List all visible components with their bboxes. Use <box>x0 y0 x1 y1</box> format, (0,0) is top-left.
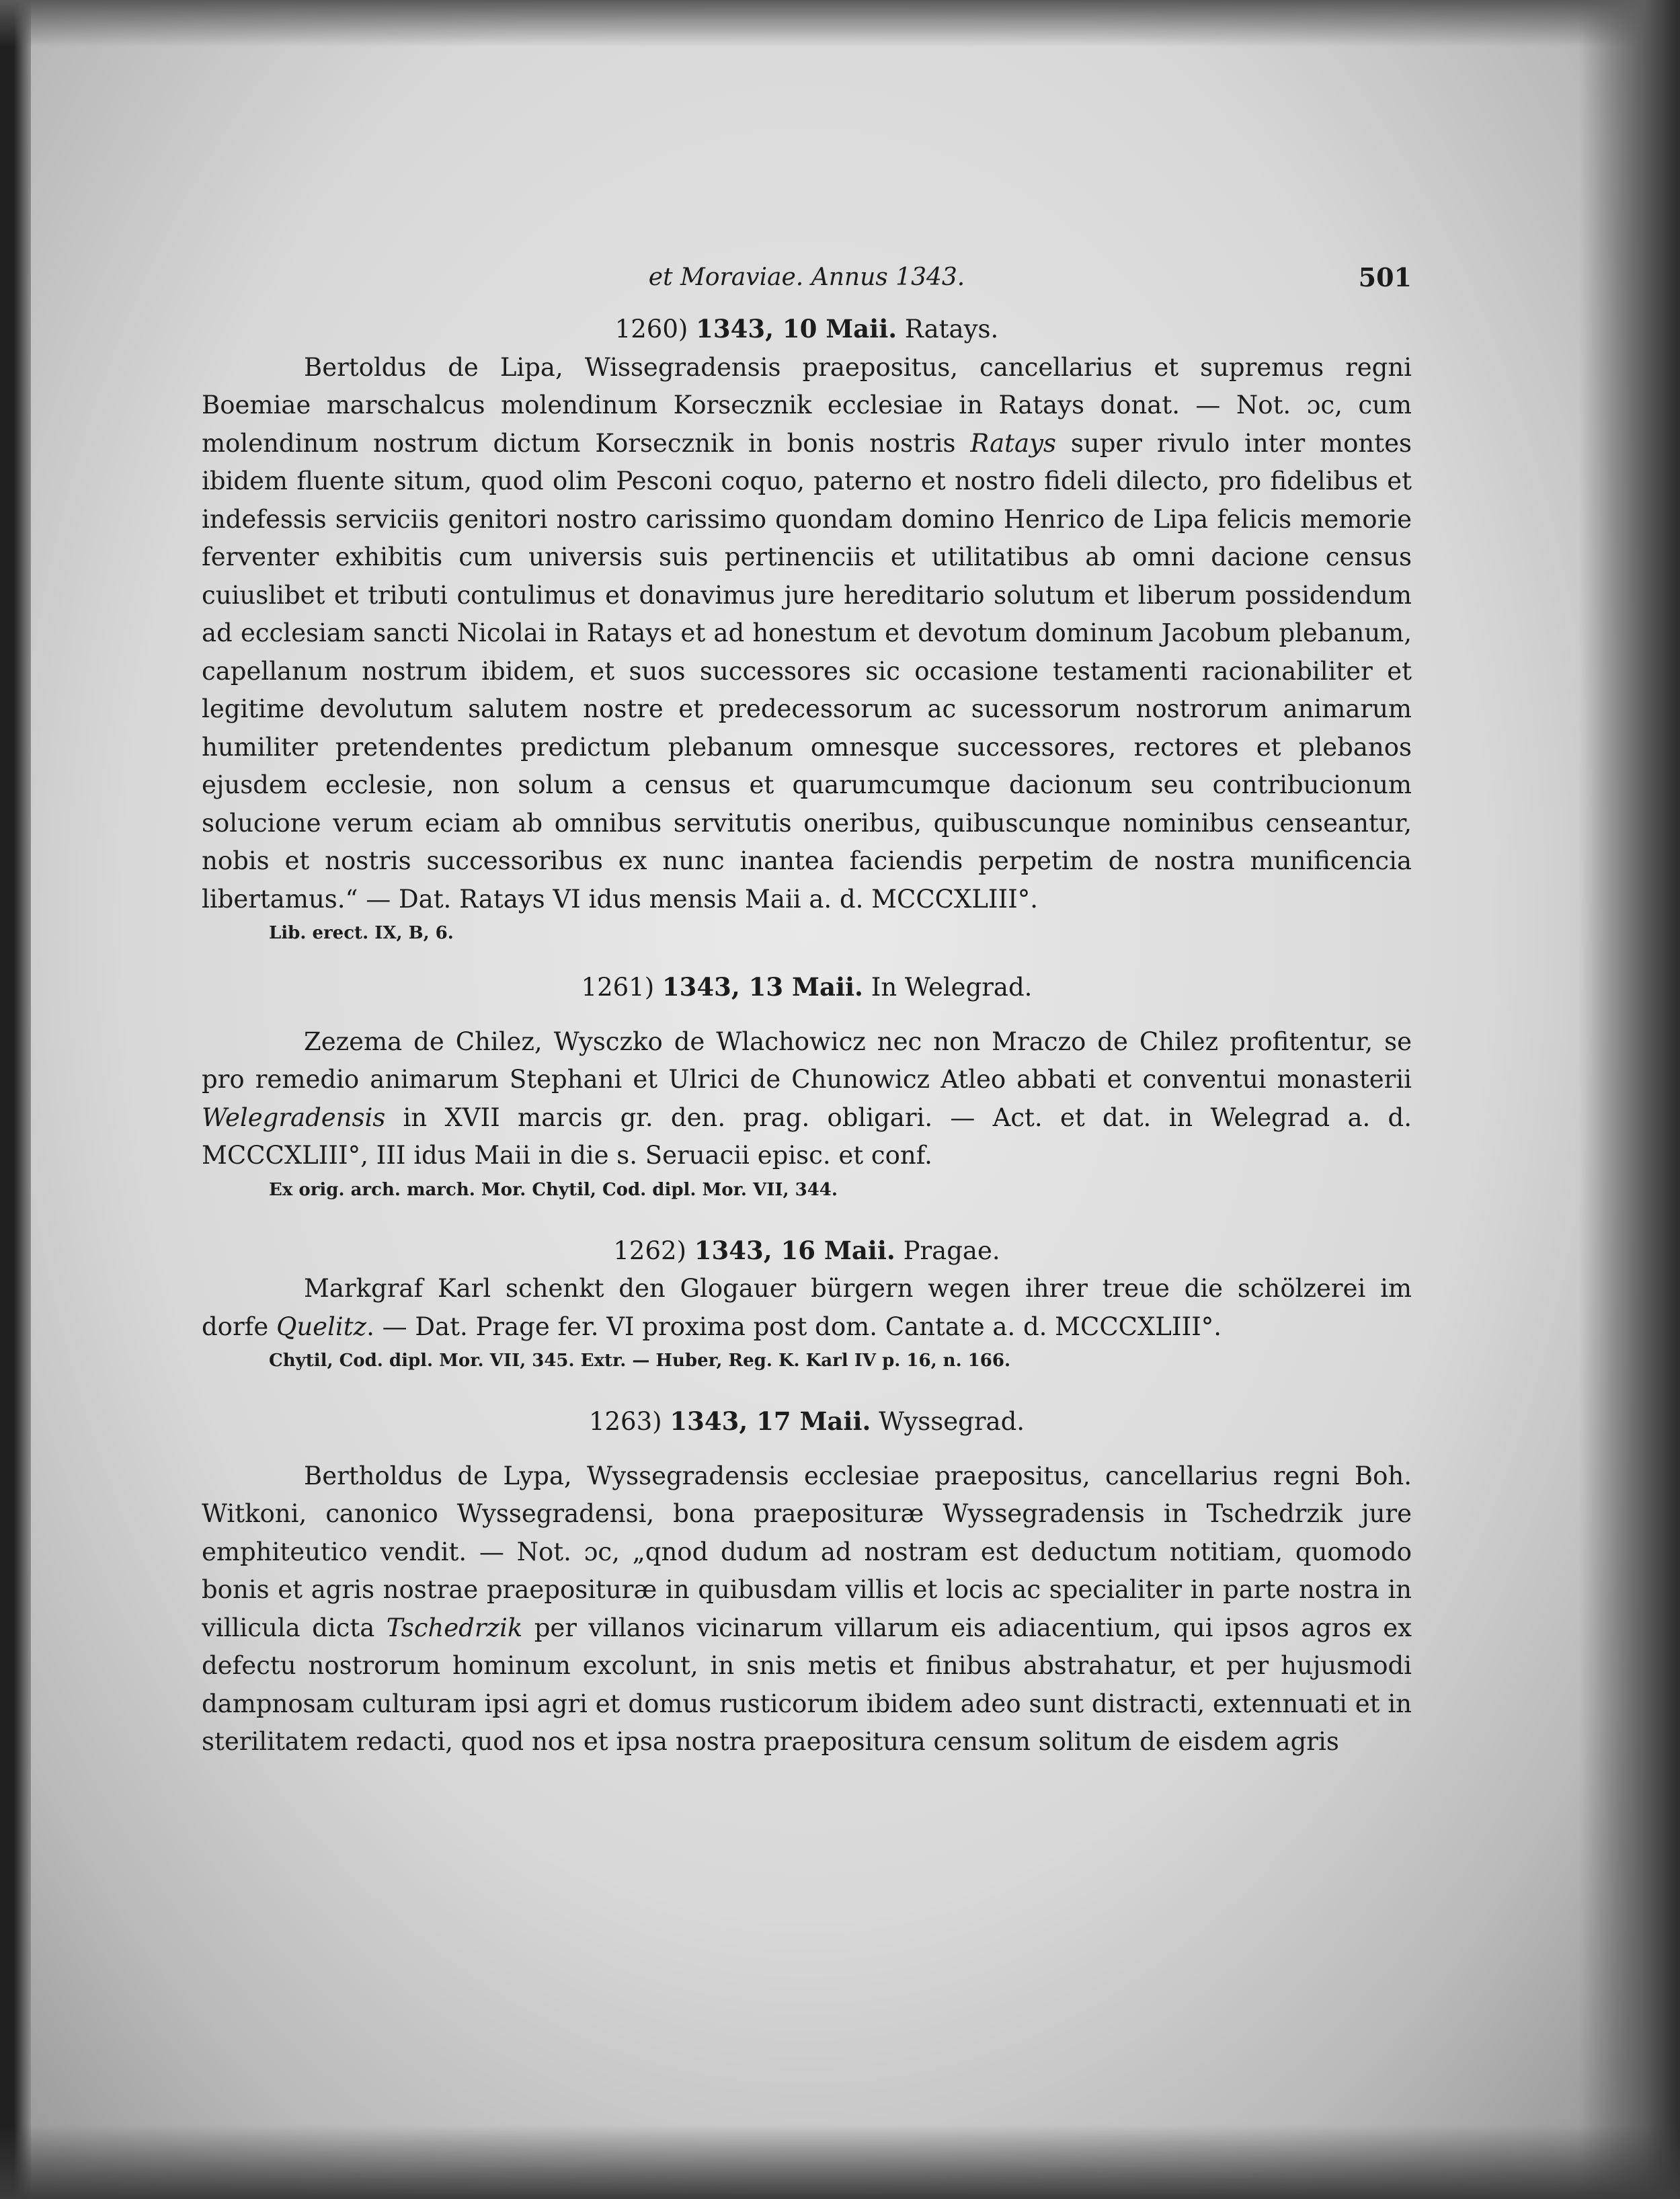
entry-text-1261 <box>202 1023 1412 1175</box>
page-number: 501 <box>1358 262 1412 292</box>
entry-text-part: in XVII marcis gr. den. prag. obligari. — Act. et dat. in Welegrad a. d. MCCCXLIII°, III idus Maii in die s. Seruacii episc. et conf. <box>202 1103 1412 1170</box>
entry-text-part: Zezema de Chilez, Wysczko de Wlachowicz nec non Mraczo de Chilez profitentur, se pro remedio animarum Stephani et Ulrici de Chunowicz Atleo abbati et conventui monasterii <box>202 1027 1412 1094</box>
entry-text-1260 <box>202 349 1412 919</box>
entry-source-1260: Lib. erect. IX, B, 6. <box>269 923 454 943</box>
entry-text-1263 <box>202 1457 1412 1761</box>
entry-text-part: Bertoldus de Lipa, Wissegradensis praepositus, cancellarius et supremus regni Boemiae marschalcus molendinum Korsecznik ecclesiae in Ratays donat. — Not. ɔc, cum molendinum nostrum dictum Korsecznik in bonis nostris <box>202 352 1412 458</box>
entry-text-italic: Ratays <box>970 428 1056 458</box>
entry-place: Wyssegrad. <box>879 1407 1025 1436</box>
document-page <box>202 259 1412 1761</box>
right-page-edge <box>1579 0 1680 2199</box>
entry-text-italic: Tschedrzik <box>386 1613 523 1642</box>
entry-heading-1261 <box>202 968 1412 1007</box>
entry-date: 1343, 16 Maii. <box>694 1235 895 1265</box>
entry-number: 1261) <box>581 973 655 1002</box>
entry-heading-1263 <box>202 1402 1412 1441</box>
entry-text-italic: Welegradensis <box>202 1103 386 1132</box>
entry-date: 1343, 10 Maii. <box>696 314 897 344</box>
entry-text-italic: Quelitz <box>276 1312 367 1341</box>
entry-source-1262: Chytil, Cod. dipl. Mor. VII, 345. Extr. — Huber, Reg. K. Karl IV p. 16, n. 166. <box>269 1351 1011 1371</box>
entry-text-part: . — Dat. Prage fer. VI proxima post dom. Cantate a. d. MCCCXLIII°. <box>366 1312 1222 1341</box>
entry-text-part: per villanos vicinarum villarum eis adiacentium, qui ipsos agros ex defectu nostrorum hominum excolunt, in snis metis et finibus abstrahatur, et per hujusmodi dampnosam culturam ipsi agri et domus rusticorum ibidem adeo sunt distracti, extennuati et in sterilitatem redacti, quod nos et ipsa nostra praepositura censum solitum de eisdem agris <box>202 1613 1412 1756</box>
entry-text-part: Markgraf Karl schenkt den Glogauer bürgern wegen ihrer treue die schölzerei im dorfe <box>202 1274 1412 1341</box>
entry-number: 1260) <box>614 315 688 344</box>
entry-heading-1262 <box>202 1232 1412 1271</box>
entry-place: Ratays. <box>904 315 999 344</box>
entry-place: In Welegrad. <box>871 973 1033 1002</box>
entry-text-part: Bertholdus de Lypa, Wyssegradensis ecclesiae praepositus, cancellarius regni Boh. Witkoni, canonico Wyssegradensi, bona praeposituræ Wyssegradensis in Tschedrzik jure emphiteutico vendit. — Not. ɔc, „qnod dudum ad nostram est deductum notitiam, quomodo bonis et agris nostrae praeposituræ in quibusdam villis et locis ac specialiter in parte nostra in villicula dicta <box>202 1461 1412 1642</box>
entry-place: Pragae. <box>903 1236 1000 1265</box>
entry-heading-1260 <box>202 310 1412 349</box>
running-header <box>202 259 1412 296</box>
entry-date: 1343, 17 Maii. <box>670 1406 871 1436</box>
top-page-edge <box>0 0 1680 47</box>
left-page-edge <box>0 0 31 2199</box>
running-title: et Moraviae. Annus 1343. <box>648 264 965 291</box>
entry-number: 1262) <box>613 1236 686 1265</box>
entry-source-1261: Ex orig. arch. march. Mor. Chytil, Cod. dipl. Mor. VII, 344. <box>269 1179 838 1200</box>
entry-text-1262 <box>202 1270 1412 1346</box>
bottom-page-edge <box>0 2125 1680 2199</box>
entry-number: 1263) <box>588 1407 662 1436</box>
entry-text-part: super rivulo inter montes ibidem fluente situm, quod olim Pesconi coquo, paterno et nostro fideli dilecto, pro fidelibus et indefessis serviciis genitori nostro carissimo quondam domino Henrico de Lipa felicis memorie ferventer exhibitis cum universis suis pertinenciis et utilitatibus ab omni dacione census cuiuslibet et tributi contulimus et donavimus jure hereditario solutum et liberum possidendum ad ecclesiam sancti Nicolai in Ratays et ad honestum et devotum dominum Jacobum plebanum, capellanum nostrum ibidem, et suos successores sic occasione testamenti racionabiliter et legitime devolutum salutem nostre et predecessorum ac sucessorum nostrorum animarum humiliter pretendentes predictum plebanum omnesque successores, rectores et plebanos ejusdem ecclesie, non solum a census et quarumcumque dacionum seu contribucionum solucione verum eciam ab omnibus servitutis oneribus, quibuscunque nominibus censeantur, nobis et nostris successoribus ex nunc inantea faciendis perpetim de nostra munificencia libertamus.“ — Dat. Ratays VI idus mensis Maii a. d. MCCCXLIII°. <box>202 428 1412 914</box>
entry-date: 1343, 13 Maii. <box>662 972 863 1002</box>
